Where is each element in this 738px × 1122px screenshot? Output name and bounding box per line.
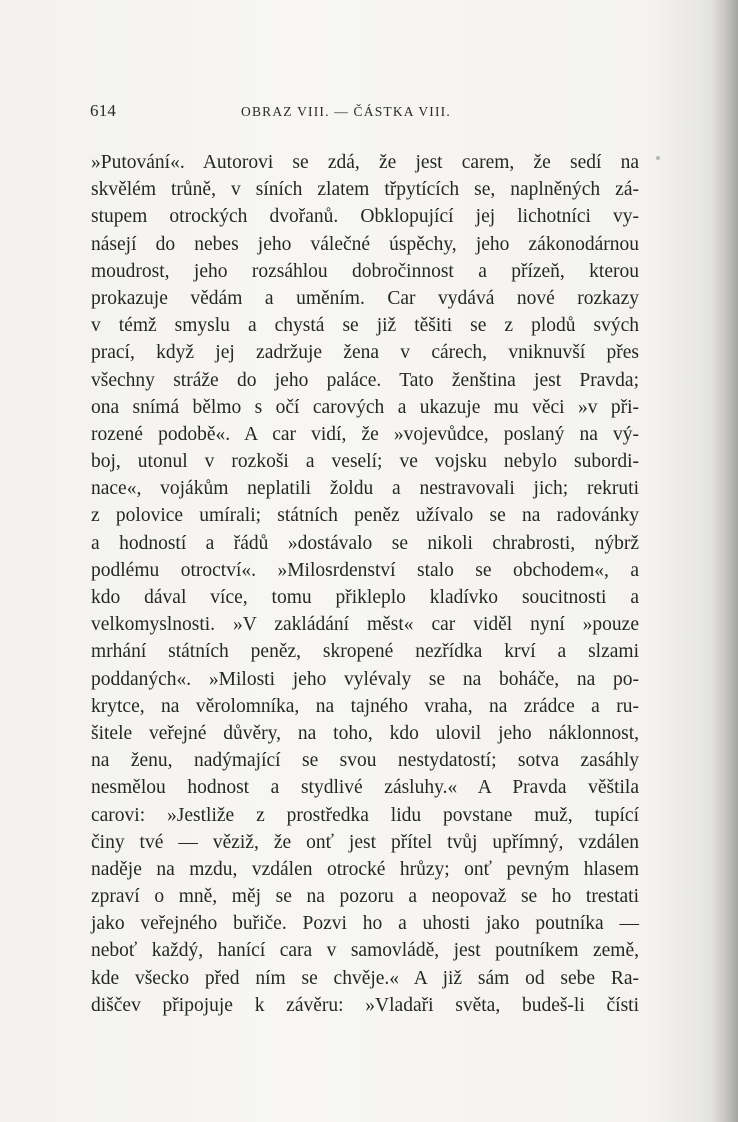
text-line: šitele veřejné důvěry, na toho, kdo ulovil jeho náklonnost, [91, 722, 639, 744]
text-line: neboť každý, hanící cara v samovládě, jest poutníkem země, [91, 940, 639, 962]
text-line: skvělém trůně, v síních zlatem třpytících se, naplněných zá- [91, 179, 639, 201]
text-line: z polovice umírali; státních peněz užívalo se na radovánky [91, 505, 639, 527]
text-line: diščev připojuje k závěru: »Vladaři světa, budeš-li čísti [91, 994, 639, 1016]
text-line: zpraví o mně, měj se na pozoru a neopovaž se ho trestati [91, 886, 639, 908]
text-line: kdo dával více, tomu přikleplo kladívko soucitnosti a [91, 587, 639, 608]
body-text [91, 149, 639, 1019]
text-line: poddaných«. »Milosti jeho vylévaly se na boháče, na po- [91, 668, 639, 690]
text-line: kde všecko před ním se chvěje.« A již sám od sebe Ra- [91, 967, 639, 989]
binding-shadow [712, 0, 738, 1122]
text-line: nace«, vojákům neplatili žoldu a nestravovali jich; rekruti [91, 478, 639, 500]
text-line: a hodností a řádů »dostávalo se nikoli chrabrosti, nýbrž [91, 532, 639, 554]
text-line: prokazuje vědám a uměním. Car vydává nové rozkazy [91, 287, 639, 309]
text-line: carovi: »Jestliže z prostředka lidu povstane muž, tupící [91, 804, 639, 826]
text-line: všechny stráže do jeho paláce. Tato ženština jest Pravda; [91, 369, 639, 391]
text-line: prací, když jej zadržuje žena v cárech, vniknuvší přes [91, 342, 639, 364]
text-line: jako veřejného buřiče. Pozvi ho a uhosti jako poutníka — [91, 913, 639, 935]
paper-speck [656, 156, 660, 160]
text-line: v témž smyslu a chystá se již těšiti se z plodů svých [91, 315, 639, 337]
page-number: 614 [90, 101, 117, 120]
text-line: moudrost, jeho rozsáhlou dobročinnost a přízeň, kterou [91, 260, 639, 282]
text-line: mrhání státních peněz, skropené nezřídka krví a slzami [91, 641, 639, 663]
page-header [90, 101, 650, 125]
text-line: násejí do nebes jeho válečné úspěchy, jeho zákonodárnou [91, 233, 639, 255]
text-line: velkomyslnosti. »V zakládání měst« car viděl nyní »pouze [91, 614, 639, 636]
text-line: na ženu, nadýmající se svou nestydatostí; sotva zasáhly [91, 750, 639, 772]
text-line: ona snímá bělmo s očí carových a ukazuje mu věci »v při- [91, 396, 639, 418]
text-line: rozené podobě«. A car vidí, že »vojevůdce, poslaný na vý- [91, 423, 639, 445]
text-line: boj, utonul v rozkoši a veselí; ve vojsku nebylo subordi- [91, 451, 639, 473]
text-line: stupem otrockých dvořanů. Obklopující jej lichotníci vy- [91, 206, 639, 228]
text-line: krytce, na věrolomníka, na tajného vraha, na zrádce a ru- [91, 695, 639, 717]
text-line: »Putování«. Autorovi se zdá, že jest carem, že sedí na [91, 152, 639, 173]
text-line: činy tvé — věziž, že onť jest přítel tvůj upřímný, vzdálen [91, 831, 639, 853]
text-line: naděje na mzdu, vzdálen otrocké hrůzy; onť pevným hlasem [91, 858, 639, 880]
running-title: OBRAZ VIII. — ČÁSTKA VIII. [241, 104, 451, 119]
text-line: podlému otroctví«. »Milosrdenství stalo se obchodem«, a [91, 559, 639, 581]
text-line: nesmělou hodnost a stydlivé zásluhy.« A Pravda věštila [91, 777, 639, 799]
